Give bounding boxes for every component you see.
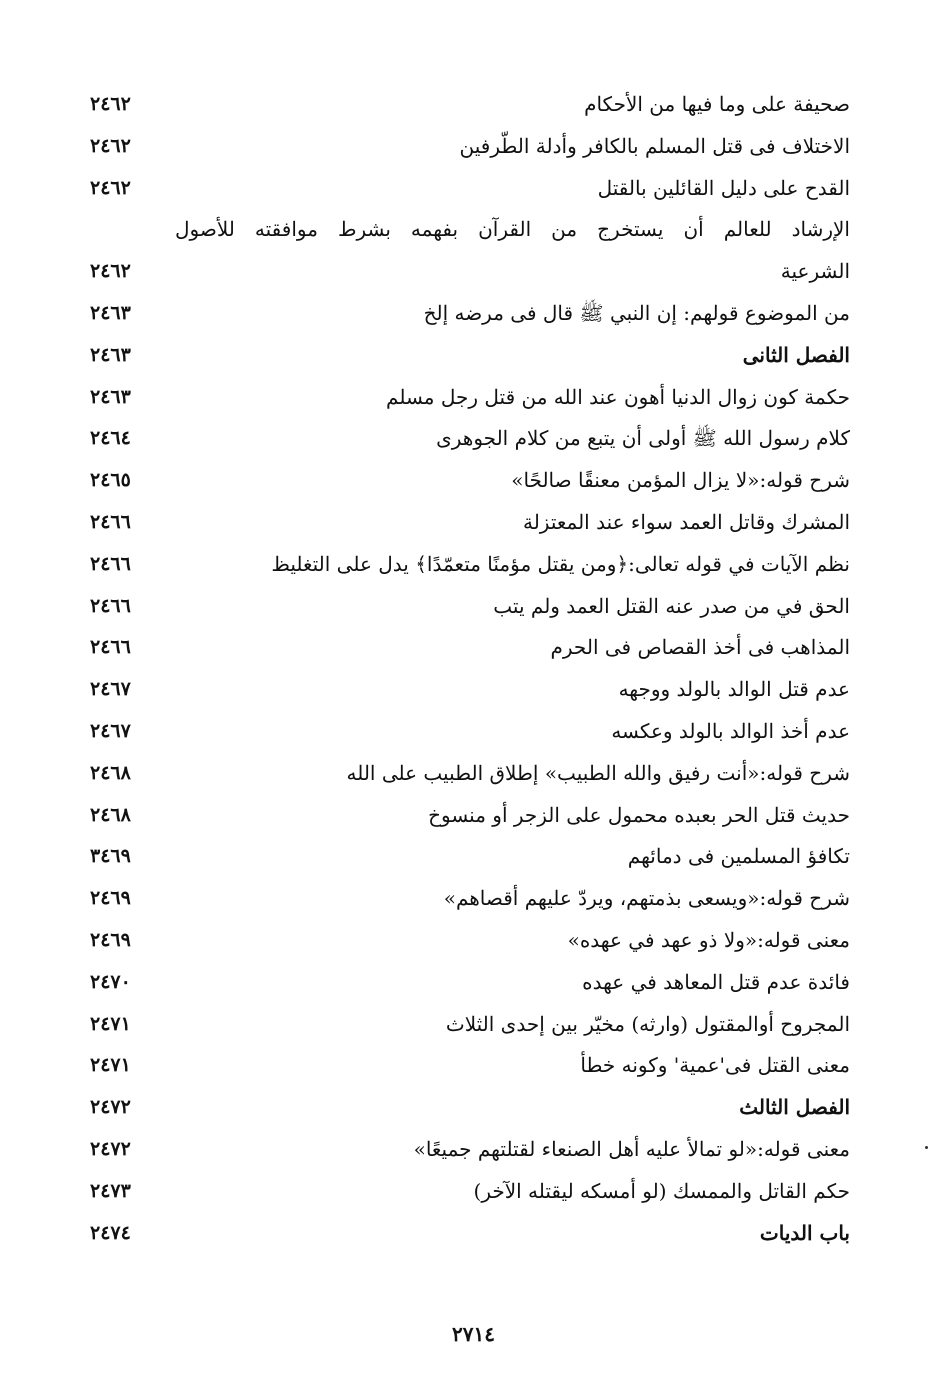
toc-entry-title: الحق في من صدر عنه القتل العمد ولم يتب (493, 593, 850, 618)
toc-entry-title: الاختلاف فى قتل المسلم بالكافر وأدلة الطّرفين (459, 133, 850, 158)
toc-entry-page: ٢٤٦٢ (90, 93, 131, 115)
toc-entry-title: الإرشاد للعالم أن يستخرج من القرآن بفهمه بشرط موافقته للأصول (175, 217, 850, 242)
toc-entry (90, 502, 850, 544)
toc-entry-page: ٢٤٦٢ (90, 176, 131, 199)
toc-entry-page: ٢٤٦٧ (90, 719, 131, 742)
section-heading: الفصل الثالث (739, 1095, 850, 1120)
toc-entry (90, 251, 850, 293)
toc-entry-page: ٢٤٦٢ (90, 134, 131, 157)
toc-entry-title: حكمة كون زوال الدنيا أهون عند الله من قتل رجل مسلم (386, 384, 850, 409)
toc-entry (90, 84, 850, 126)
toc-entry (90, 1171, 850, 1213)
toc-entry-title: معنى قوله:«لو تمالأ عليه أهل الصنعاء لقتلتهم جميعًا» (413, 1136, 850, 1161)
toc-entry-title: شرح قوله:«لا يزال المؤمن معنقًا صالحًا» (511, 468, 850, 493)
toc-entry (90, 377, 850, 419)
toc-entry-title: صحيفة على وما فيها من الأحكام (584, 92, 850, 116)
toc-entry-title: معنى قوله:«ولا ذو عهد في عهده» (567, 927, 850, 952)
toc-entry-page: ٢٤٦٦ (90, 510, 131, 533)
toc-entry-page: ٢٤٦٢ (90, 260, 131, 283)
toc-entry-title: تكافؤ المسلمين فى دمائهم (627, 844, 850, 869)
toc-entry-page: ٢٤٦٣ (90, 385, 131, 408)
toc-entry-page: ٢٤٦٦ (90, 594, 131, 617)
toc-entry (90, 795, 850, 837)
toc-entry (90, 1004, 850, 1046)
toc-entry-title: المذاهب فى أخذ القصاص فى الحرم (550, 635, 850, 660)
toc-entry-title: نظم الآيات في قوله تعالى:﴿ومن يقتل مؤمنًا متعمّدًا﴾ يدل على التغليظ (271, 551, 850, 576)
toc-entry (90, 920, 850, 962)
table-of-contents (90, 84, 850, 1254)
toc-entry-title: عدم قتل الوالد بالولد ووجهه (618, 677, 850, 702)
toc-entry-page: ٢٤٦٦ (90, 636, 131, 659)
toc-entry (90, 1129, 850, 1171)
toc-entry-page: ٢٤٧٢ (90, 1137, 131, 1160)
toc-entry-page: ٢٤٦٦ (90, 552, 131, 575)
toc-entry-page: ٢٤٧١ (90, 1054, 131, 1077)
toc-entry (90, 335, 850, 377)
toc-entry-page: ٢٤٧١ (90, 1012, 131, 1035)
toc-entry-title: حديث قتل الحر بعبده محمول على الزجر أو منسوخ (428, 802, 850, 827)
toc-entry (90, 1087, 850, 1129)
toc-entry (90, 627, 850, 669)
toc-entry-page: ٢٤٦٣ (90, 343, 131, 366)
toc-entry-page: ٢٤٦٥ (90, 469, 131, 492)
toc-entry-title: كلام رسول الله ﷺ أولى أن يتبع من كلام الجوهرى (436, 426, 850, 451)
toc-entry (90, 418, 850, 460)
toc-entry-page: ٢٤٦٣ (90, 301, 131, 324)
toc-entry-page: ٢٤٦٩ (90, 887, 131, 910)
toc-entry (90, 878, 850, 920)
toc-entry (90, 711, 850, 753)
toc-entry-page: ٢٤٦٤ (90, 427, 131, 450)
toc-entry-page: ٢٤٦٨ (90, 803, 131, 826)
section-heading: الفصل الثانى (742, 342, 850, 367)
toc-entry-page: ٢٤٧٠ (90, 970, 131, 993)
toc-entry (90, 836, 850, 878)
toc-entry-page: ٢٤٦٩ (90, 928, 131, 951)
toc-entry-title: المشرك وقاتل العمد سواء عند المعتزلة (522, 509, 850, 534)
toc-entry-title: شرح قوله:«أنت رفيق والله الطبيب» إطلاق الطبيب على الله (346, 760, 850, 785)
toc-entry-page: ٣٤٦٩ (90, 845, 131, 868)
toc-entry (90, 1213, 850, 1255)
toc-entry-page: ٢٤٦٨ (90, 761, 131, 784)
toc-entry (90, 293, 850, 335)
toc-entry (90, 753, 850, 795)
toc-entry-page: ٢٤٧٤ (90, 1221, 131, 1244)
toc-entry (90, 126, 850, 168)
toc-entry-title: عدم أخذ الوالد بالولد وعكسه (611, 718, 850, 743)
toc-entry-title: معنى القتل فى'عمية' وكونه خطأ (580, 1053, 850, 1078)
toc-entry (90, 1045, 850, 1087)
toc-entry-page: ٢٤٧٢ (90, 1096, 131, 1119)
page-number: ٢٧١٤ (452, 1322, 495, 1346)
stray-dot (925, 1146, 928, 1149)
toc-entry-page: ٢٤٦٧ (90, 678, 131, 701)
toc-entry-page: ٢٤٧٣ (90, 1179, 131, 1202)
toc-entry (90, 544, 850, 586)
toc-entry (90, 669, 850, 711)
toc-entry (90, 586, 850, 628)
toc-entry-title: القدح على دليل القائلين بالقتل (597, 175, 850, 200)
toc-entry (90, 460, 850, 502)
toc-entry-title: الشرعية (780, 259, 850, 284)
toc-entry (90, 962, 850, 1004)
toc-entry-title: المجروح أوالمقتول (وارثه) مخيّر بين إحدى الثلاث (445, 1011, 850, 1036)
toc-entry (90, 168, 850, 210)
toc-entry-title: من الموضوع قولهم: إن النبي ﷺ قال فى مرضه إلخ (423, 300, 850, 325)
section-heading: باب الديات (759, 1220, 850, 1245)
toc-entry-title: حكم القاتل والممسك (لو أمسكه ليقتله الآخر) (473, 1178, 850, 1203)
toc-entry (90, 209, 850, 251)
toc-entry-title: فائدة عدم قتل المعاهد في عهده (582, 969, 850, 994)
toc-entry-title: شرح قوله:«ويسعى بذمتهم، ويردّ عليهم أقصاهم» (443, 886, 850, 911)
